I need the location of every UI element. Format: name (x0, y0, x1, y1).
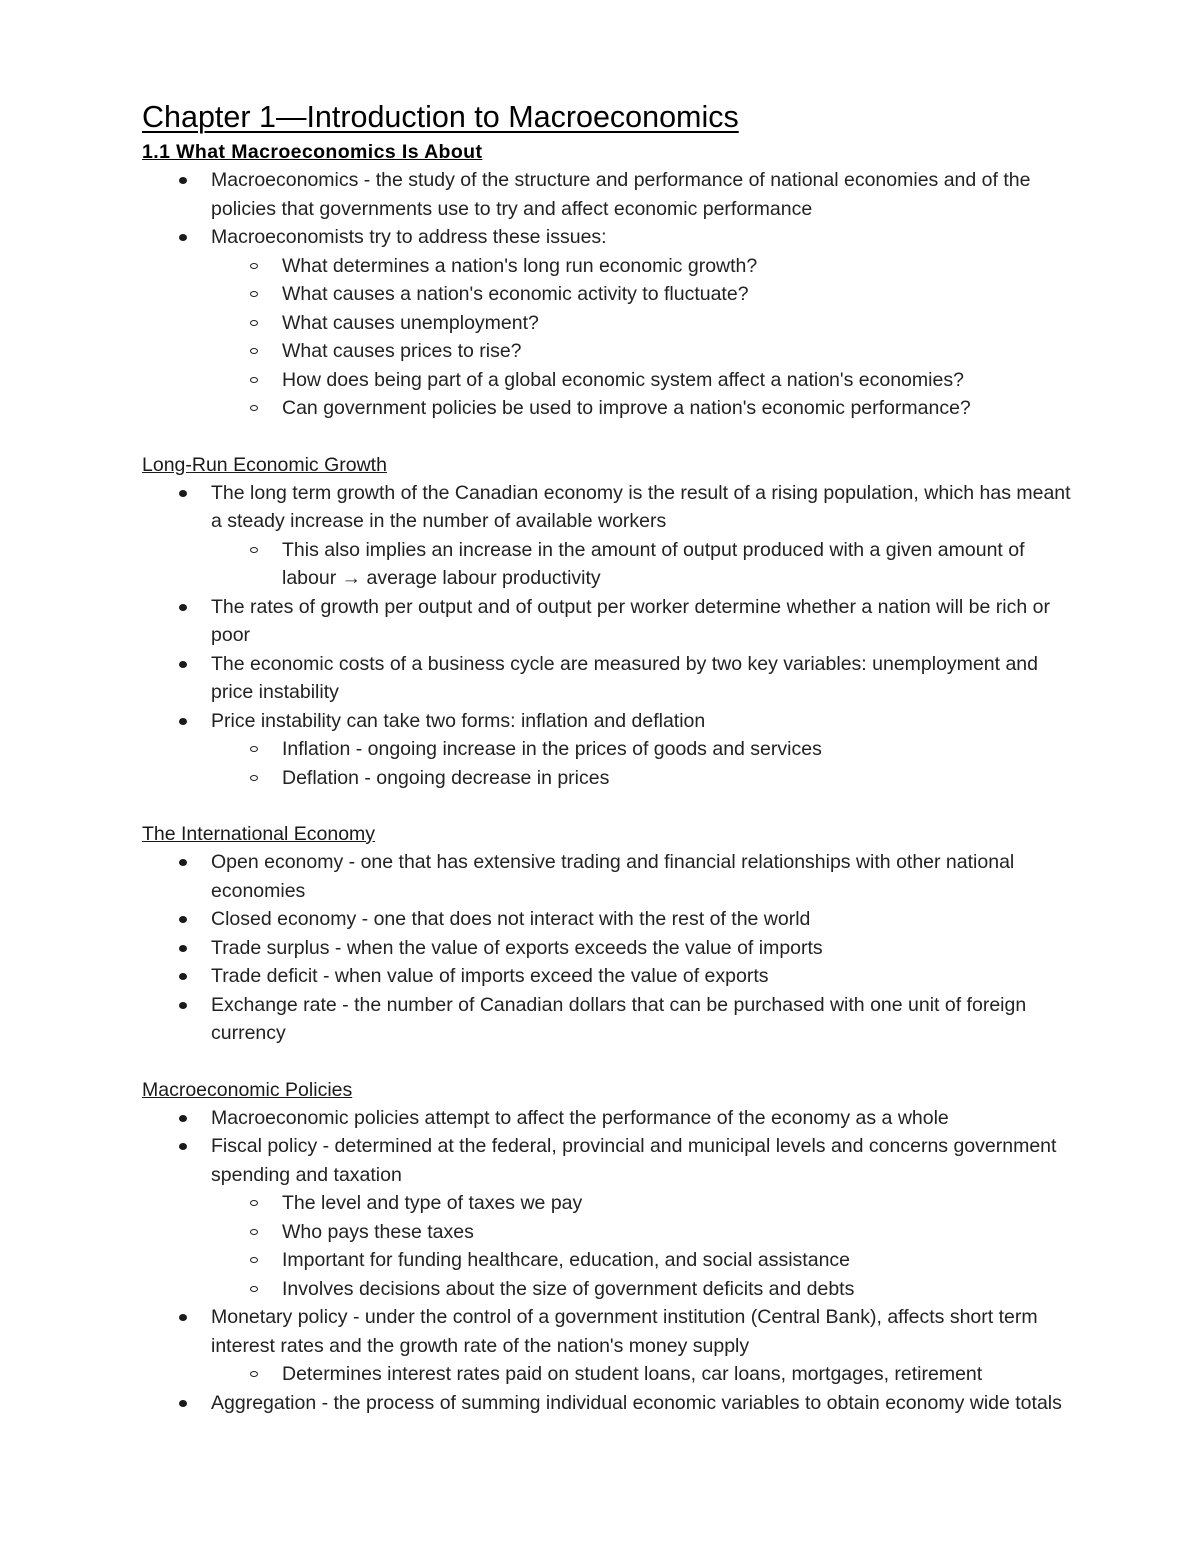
list-item: Closed economy - one that does not interact with the rest of the world (142, 905, 1072, 934)
list-item: Exchange rate - the number of Canadian dollars that can be purchased with one unit of foreign currency (142, 991, 1072, 1048)
hollow-bullet-icon (250, 775, 258, 781)
section-list (142, 166, 1072, 423)
hollow-bullet-icon (250, 320, 258, 326)
hollow-bullet-icon (250, 1257, 258, 1263)
list-item: Fiscal policy - determined at the federal, provincial and municipal levels and concerns government spending and taxation (142, 1132, 1072, 1189)
sub-list-item: What causes unemployment? (142, 309, 1072, 338)
list-item: Price instability can take two forms: inflation and deflation (142, 707, 1072, 736)
section-heading: 1.1 What Macroeconomics Is About (142, 141, 483, 163)
international-list (142, 848, 1072, 1048)
list-item: Macroeconomic policies attempt to affect the performance of the economy as a whole (142, 1104, 1072, 1133)
hollow-bullet-icon (250, 377, 258, 383)
bullet-icon (179, 718, 187, 725)
policies-heading: Macroeconomic Policies (142, 1078, 353, 1101)
bullet-icon (179, 604, 187, 611)
sub-list-item: How does being part of a global economic system affect a nation's economies? (142, 366, 1072, 395)
notes-content (142, 98, 1072, 1417)
list-item: Aggregation - the process of summing individual economic variables to obtain economy wide totals (142, 1389, 1072, 1418)
bullet-icon (179, 1400, 187, 1407)
bullet-icon (179, 916, 187, 923)
bullet-icon (179, 661, 187, 668)
sub-list-item: This also implies an increase in the amount of output produced with a given amount of labour → average labour productivity (142, 536, 1072, 593)
sub-list-item: Important for funding healthcare, education, and social assistance (142, 1246, 1072, 1275)
bullet-icon (179, 945, 187, 952)
hollow-bullet-icon (250, 291, 258, 297)
sub-list-item: Who pays these taxes (142, 1218, 1072, 1247)
growth-heading: Long-Run Economic Growth (142, 453, 387, 476)
sub-list-item: Determines interest rates paid on student loans, car loans, mortgages, retirement (142, 1360, 1072, 1389)
bullet-icon (179, 859, 187, 866)
hollow-bullet-icon (250, 1286, 258, 1292)
hollow-bullet-icon (250, 405, 258, 411)
hollow-bullet-icon (250, 746, 258, 752)
bullet-icon (179, 234, 187, 241)
bullet-icon (179, 490, 187, 497)
sub-list-item: The level and type of taxes we pay (142, 1189, 1072, 1218)
international-heading: The International Economy (142, 823, 376, 845)
hollow-bullet-icon (250, 1200, 258, 1206)
list-item: Trade deficit - when value of imports exceed the value of exports (142, 962, 1072, 991)
list-item: The economic costs of a business cycle are measured by two key variables: unemployment and price instability (142, 650, 1072, 707)
policies-list (142, 1104, 1072, 1418)
hollow-bullet-icon (250, 1371, 258, 1377)
hollow-bullet-icon (250, 348, 258, 354)
bullet-icon (179, 1002, 187, 1009)
list-item: Macroeconomists try to address these issues: (142, 223, 1072, 252)
list-item: The rates of growth per output and of output per worker determine whether a nation will be rich or poor (142, 593, 1072, 650)
bullet-icon (179, 1115, 187, 1122)
list-item: Macroeconomics - the study of the structure and performance of national economies and of the policies that governments use to try and affect economic performance (142, 166, 1072, 223)
hollow-bullet-icon (250, 263, 258, 269)
bullet-icon (179, 973, 187, 980)
bullet-icon (179, 1314, 187, 1321)
list-item: Trade surplus - when the value of exports exceeds the value of imports (142, 934, 1072, 963)
sub-list-item: What determines a nation's long run economic growth? (142, 252, 1072, 281)
growth-list (142, 479, 1072, 793)
sub-list-item: Inflation - ongoing increase in the prices of goods and services (142, 735, 1072, 764)
bullet-icon (179, 177, 187, 184)
sub-list-item: What causes a nation's economic activity to fluctuate? (142, 280, 1072, 309)
sub-list-item: Deflation - ongoing decrease in prices (142, 764, 1072, 793)
list-item: The long term growth of the Canadian economy is the result of a rising population, which has meant a steady increase in the number of available workers (142, 479, 1072, 536)
sub-list-item: Can government policies be used to improve a nation's economic performance? (142, 394, 1072, 423)
list-item: Open economy - one that has extensive trading and financial relationships with other national economies (142, 848, 1072, 905)
hollow-bullet-icon (250, 547, 258, 553)
list-item: Monetary policy - under the control of a government institution (Central Bank), affects short term interest rates and the growth rate of the nation's money supply (142, 1303, 1072, 1360)
sub-list-item: Involves decisions about the size of government deficits and debts (142, 1275, 1072, 1304)
hollow-bullet-icon (250, 1229, 258, 1235)
bullet-icon (179, 1143, 187, 1150)
sub-list-item: What causes prices to rise? (142, 337, 1072, 366)
chapter-title: Chapter 1—Introduction to Macroeconomics (142, 100, 739, 134)
